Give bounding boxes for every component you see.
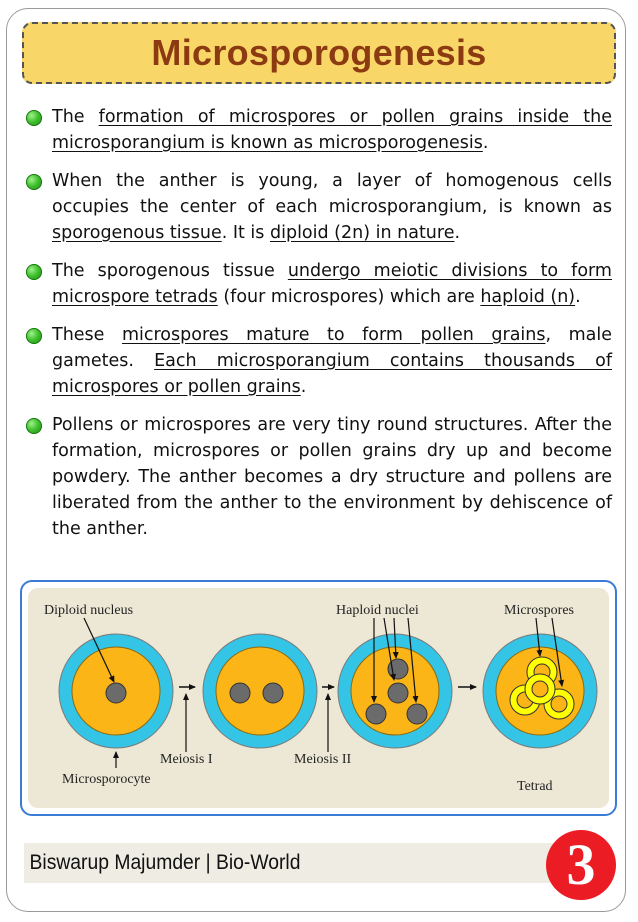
label-microsporocyte: Microsporocyte <box>62 772 151 787</box>
bullet-text: When the anther is young, a layer of homogenous cells occupies the center of each microsporangium, is known as <box>52 171 612 217</box>
label-haploid-nuclei: Haploid nuclei <box>336 603 419 618</box>
microspore-ring <box>525 674 555 704</box>
label-meiosis-2: Meiosis II <box>294 752 352 767</box>
diploid-nucleus <box>106 683 126 703</box>
footer-author: Biswarup Majumder | Bio-World <box>29 851 301 874</box>
underlined-text: Each microsporangium contains thousands of microspores or pollen grains <box>52 351 612 397</box>
bullet-text: These <box>52 325 122 345</box>
bullet-item <box>24 104 612 156</box>
bullet-text: . <box>300 377 307 397</box>
label-tetrad: Tetrad <box>517 779 553 794</box>
bullet-item <box>24 168 612 246</box>
underlined-text: undergo meiotic divisions to form microspore tetrads <box>52 261 612 307</box>
bullet-text: , male gametes. <box>52 325 612 371</box>
bullet-item <box>24 322 612 400</box>
label-meiosis-1: Meiosis I <box>160 752 213 767</box>
green-bullet-icon <box>26 264 42 280</box>
green-bullet-icon <box>26 174 42 190</box>
underlined-text: haploid (n) <box>480 287 576 307</box>
footer-bar <box>24 843 584 883</box>
cell-dyad <box>203 634 317 748</box>
microsporogenesis-figure <box>20 580 617 816</box>
bullet-text: . <box>575 287 581 307</box>
cell-haploid-nuclei <box>338 634 452 748</box>
green-bullet-icon <box>26 110 42 126</box>
underlined-text: diploid (2n) in nature <box>269 223 455 243</box>
bullet-text: Pollens or microspores are very tiny round structures. After the formation, microspores or pollen grains dry up and become powdery. The anther becomes a dry structure and pollens are liberated from the anther to the environment by dehiscence of the anther. <box>52 415 612 539</box>
label-microspores: Microspores <box>504 603 574 618</box>
page-number: 3 <box>566 832 596 897</box>
bullet-text: . <box>454 223 461 243</box>
label-diploid-nucleus: Diploid nucleus <box>44 603 134 618</box>
green-bullet-icon <box>26 328 42 344</box>
bullet-text: . It is <box>221 223 270 243</box>
bullet-text: (four microspores) which are <box>217 287 481 307</box>
underlined-text: microspores mature to form pollen grains <box>121 325 546 345</box>
cell-microsporocyte <box>59 634 173 748</box>
underlined-text: formation of microspores or pollen grains inside the microsporangium is known as microsporogenesis <box>52 107 612 153</box>
bullet-text: . <box>482 133 489 153</box>
page-title: Microsporogenesis <box>151 32 487 73</box>
figure-svg <box>22 582 615 814</box>
bullet-text: The sporogenous tissue <box>52 261 288 281</box>
bullet-item <box>24 258 612 310</box>
page-number-badge <box>546 830 616 900</box>
bullet-list <box>24 104 612 554</box>
underlined-text: sporogenous tissue <box>52 223 222 243</box>
green-bullet-icon <box>26 418 42 434</box>
title-banner <box>22 22 616 84</box>
bullet-text: The <box>52 107 99 127</box>
bullet-item <box>24 412 612 542</box>
